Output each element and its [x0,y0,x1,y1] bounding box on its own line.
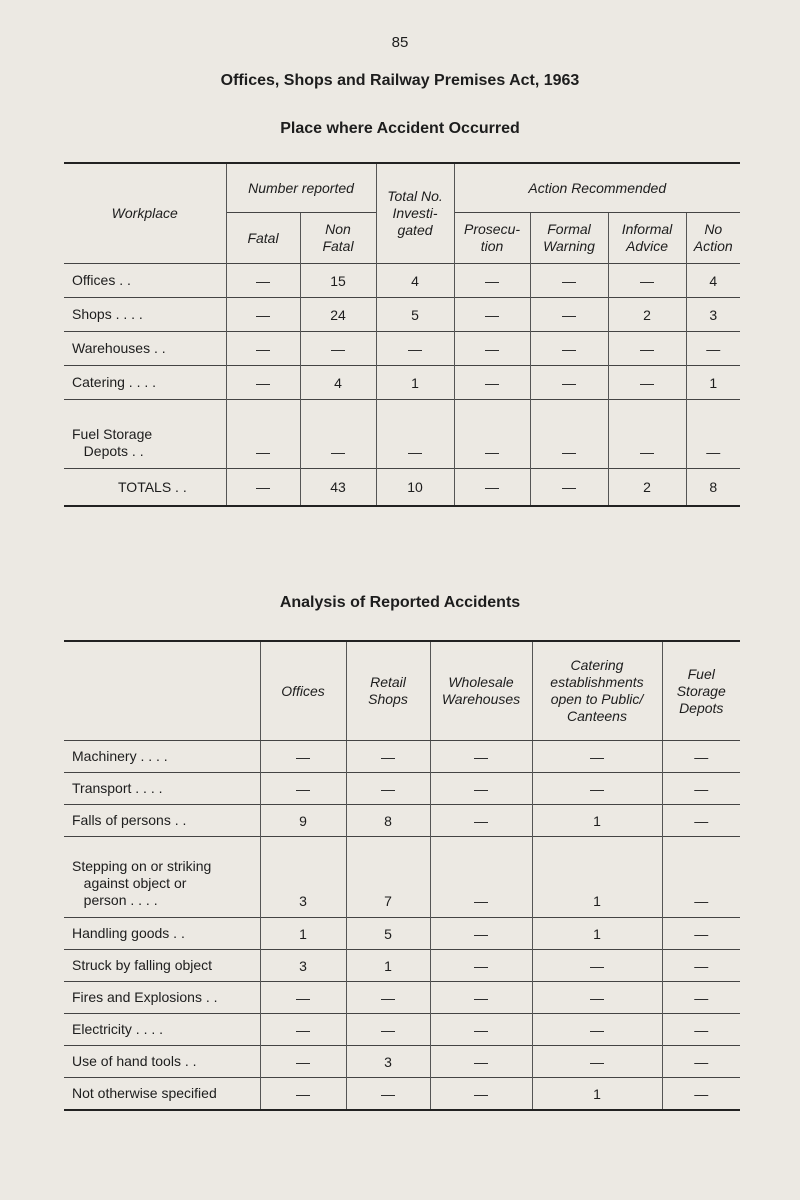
table-cell: 9 [260,805,346,837]
table-cell: 10 [376,469,454,507]
header-wholesale-warehouses: Wholesale Warehouses [430,641,532,741]
table-cell: 4 [300,366,376,400]
table-cell: 4 [686,264,740,298]
table-cell: — [430,837,532,918]
table-cell: 1 [532,918,662,950]
table-cell: — [346,982,430,1014]
header-no-action: No Action [686,213,740,264]
table-cell: — [260,1046,346,1078]
table-cell: — [662,773,740,805]
table-cell: — [430,918,532,950]
table-cell: — [430,1046,532,1078]
row-label: Use of hand tools . . [64,1046,260,1078]
page-number: 85 [391,34,409,51]
table-cell: 3 [346,1046,430,1078]
row-label: Not otherwise specified [64,1078,260,1111]
table-cell: — [454,400,530,469]
table-cell: — [530,264,608,298]
table-cell: — [346,1014,430,1046]
table-cell: — [376,400,454,469]
table-cell: 1 [532,1078,662,1111]
row-label: Catering . . . . [64,366,226,400]
table-cell: 1 [686,366,740,400]
table-cell: — [376,332,454,366]
header-total-investigated: Total No. Investi- gated [376,163,454,264]
accident-analysis-table [64,640,740,1111]
table-cell: — [686,400,740,469]
table-row [64,982,740,1014]
table-cell: — [532,741,662,773]
table-cell: — [430,1078,532,1111]
table-cell: — [532,1046,662,1078]
table-row [64,837,740,918]
row-label: Transport . . . . [64,773,260,805]
header-workplace: Workplace [111,205,178,221]
table-cell: 2 [608,298,686,332]
table-cell: — [530,366,608,400]
table-cell: 3 [260,837,346,918]
table-cell: — [260,773,346,805]
totals-row [64,469,740,507]
table-cell: — [226,332,300,366]
row-label: Electricity . . . . [64,1014,260,1046]
table-cell: — [530,298,608,332]
header-prosecution: Prosecu- tion [454,213,530,264]
row-label: Stepping on or striking against object or person . . . . [64,837,260,918]
table-cell: — [430,950,532,982]
table-cell: 43 [300,469,376,507]
table-cell: — [532,773,662,805]
accident-place-table [64,162,740,507]
table-cell: — [226,298,300,332]
table-cell: — [608,366,686,400]
table-cell: — [454,366,530,400]
table-cell: — [430,1014,532,1046]
table-row [64,805,740,837]
table-cell: — [454,264,530,298]
table-cell: — [430,773,532,805]
table-cell: — [260,741,346,773]
table-row [64,773,740,805]
table-cell: 3 [686,298,740,332]
table-cell: 7 [346,837,430,918]
table-cell: 1 [376,366,454,400]
table-row [64,1078,740,1111]
row-label: Fires and Explosions . . [64,982,260,1014]
table-cell: 8 [346,805,430,837]
row-label: TOTALS . . [64,469,226,507]
table-cell: 15 [300,264,376,298]
table-cell: — [346,1078,430,1111]
table-cell: — [662,950,740,982]
header-action-recommended: Action Recommended [454,163,740,213]
header-fatal: Fatal [226,213,300,264]
row-label: Warehouses . . [64,332,226,366]
table-cell: 3 [260,950,346,982]
table-cell: — [532,1014,662,1046]
row-label: Machinery . . . . [64,741,260,773]
table-cell: 1 [346,950,430,982]
table-cell: — [226,469,300,507]
table-cell: — [430,741,532,773]
table-cell: — [662,1078,740,1111]
header-non-fatal: Non Fatal [300,213,376,264]
header-informal-advice: Informal Advice [608,213,686,264]
table-cell: 1 [260,918,346,950]
table-cell: 4 [376,264,454,298]
table-cell: — [532,982,662,1014]
table-cell: — [662,982,740,1014]
table-cell: — [530,469,608,507]
table-cell: — [260,982,346,1014]
document-title: Offices, Shops and Railway Premises Act, 1963 [220,72,580,89]
table-row [64,1046,740,1078]
table-row [64,950,740,982]
row-label: Offices . . [64,264,226,298]
table-cell: — [662,1014,740,1046]
row-label: Shops . . . . [64,298,226,332]
table-cell: — [608,400,686,469]
table2-title: Analysis of Reported Accidents [279,594,521,611]
table-cell: — [454,469,530,507]
row-label: Struck by falling object [64,950,260,982]
table-cell: — [454,298,530,332]
row-label: Falls of persons . . [64,805,260,837]
table-cell: — [532,950,662,982]
header-number-reported: Number reported [226,163,376,213]
table-cell: — [260,1078,346,1111]
table-cell: — [226,400,300,469]
table-cell: — [662,918,740,950]
table-cell: — [530,400,608,469]
table-cell: — [346,773,430,805]
table-cell: — [430,805,532,837]
table-row [64,918,740,950]
table-cell: — [430,982,532,1014]
table-row [64,1014,740,1046]
table-row [64,332,740,366]
table-cell: — [300,332,376,366]
row-label: Fuel Storage Depots . . [64,400,226,469]
table-row [64,741,740,773]
table-cell: — [662,805,740,837]
table-cell: — [300,400,376,469]
table1-title: Place where Accident Occurred [280,120,520,137]
table-cell: — [662,837,740,918]
table-cell: 1 [532,805,662,837]
table-cell: 24 [300,298,376,332]
table-cell: — [608,264,686,298]
table-cell: 1 [532,837,662,918]
table-cell: — [226,366,300,400]
table-cell: 5 [346,918,430,950]
table-cell: — [608,332,686,366]
header-offices: Offices [260,641,346,741]
table-cell: 2 [608,469,686,507]
table-row [64,400,740,469]
header-fuel-storage: Fuel Storage Depots [662,641,740,741]
table-cell: — [662,1046,740,1078]
table-cell: 5 [376,298,454,332]
table-row [64,298,740,332]
table-cell: — [686,332,740,366]
table-row [64,264,740,298]
table-cell: — [346,741,430,773]
table-row [64,366,740,400]
table-cell: — [226,264,300,298]
table-cell: — [530,332,608,366]
header-catering: Catering establishments open to Public/ Canteens [532,641,662,741]
header-formal-warning: Formal Warning [530,213,608,264]
header-cause [64,641,260,741]
table-cell: — [454,332,530,366]
row-label: Handling goods . . [64,918,260,950]
table-cell: — [662,741,740,773]
header-retail-shops: Retail Shops [346,641,430,741]
table-cell: 8 [686,469,740,507]
table-cell: — [260,1014,346,1046]
